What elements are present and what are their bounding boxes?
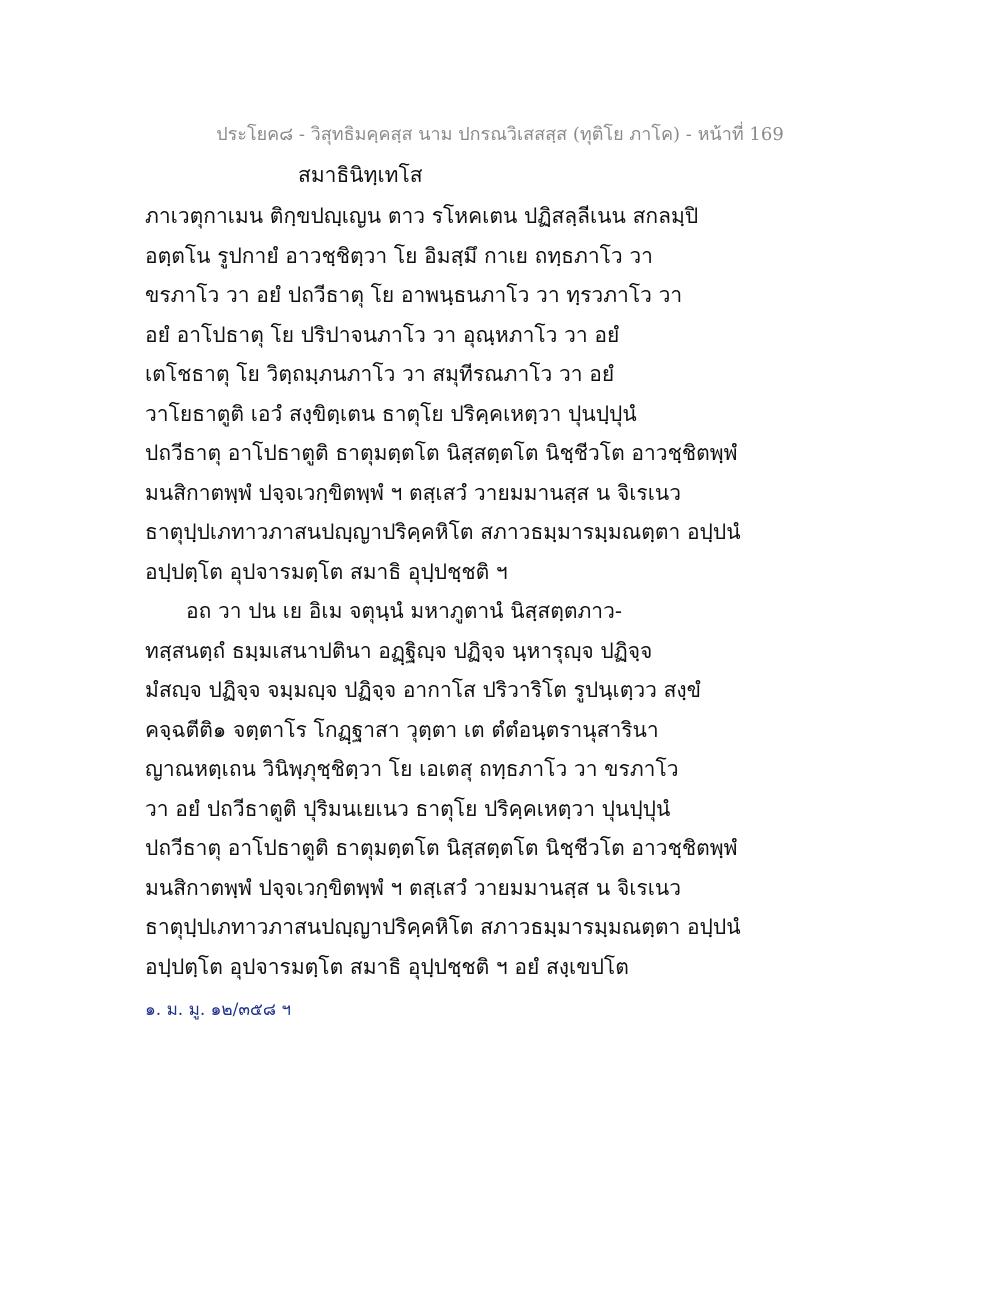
- text-line: คจฺฉตีติ๑ จตฺตาโร โกฏฺฐาสา วุตฺตา เต ตํตํอนฺตรานุสารินา: [145, 717, 659, 742]
- text-line: อตฺตโน รูปกายํ อาวชฺชิตฺวา โย อิมสฺมึ กาเย ถทฺธภาโว วา: [145, 243, 653, 268]
- text-line: ปถวีธาตุ อาโปธาตูติ ธาตุมตฺตโต นิสฺสตฺตโต นิชฺชีวโต อาวชฺชิตพฺพํ: [145, 441, 738, 465]
- text-line: มนสิกาตพฺพํ ปจฺจเวกฺขิตพฺพํ ฯ ตสฺเสวํ วายมมานสฺส น จิเรเนว: [145, 875, 682, 900]
- text-line: ขรภาโว วา อยํ ปถวีธาตุ โย อาพนฺธนภาโว วา ทฺรวภาโว วา: [145, 283, 683, 307]
- text-line: มนสิกาตพฺพํ ปจฺจเวกฺขิตพฺพํ ฯ ตสฺเสวํ วายมมานสฺส น จิเรเนว: [145, 480, 682, 505]
- text-line: อปฺปตฺโต อุปจารมตฺโต สมาธิ อุปฺปชฺชติ ฯ: [145, 559, 508, 584]
- text-line: วาโยธาตูติ เอวํ สงฺขิตฺเตน ธาตุโย ปริคฺคเหตฺวา ปุนปฺปุนํ: [145, 401, 637, 426]
- text-line: อยํ อาโปธาตุ โย ปริปาจนภาโว วา อุณฺหภาโว วา อยํ: [145, 322, 620, 347]
- paragraph-start-line: อถ วา ปน เย อิเม จตุนฺนํ มหาภูตานํ นิสฺสตฺตภาว-: [186, 599, 622, 623]
- running-header: [0, 119, 1000, 148]
- text-line: ทสฺสนตฺถํ ธมฺมเสนาปตินา อฏฺฐิญฺจ ปฏิจฺจ นฺหารุญฺจ ปฏิจฺจ: [145, 638, 653, 663]
- text-line: มํสญฺจ ปฏิจฺจ จมฺมญฺจ ปฏิจฺจ อากาโส ปริวาริโต รูปนฺเตฺวว สงฺขํ: [145, 678, 702, 702]
- text-line: อปฺปตฺโต อุปจารมตฺโต สมาธิ อุปฺปชฺชติ ฯ อยํ สงฺเขปโต: [145, 954, 629, 979]
- body-text: [145, 197, 741, 987]
- text-line: ธาตุปฺปเภทาวภาสนปญฺญาปริคฺคหิโต สภาวธมฺมารมฺมณตฺตา อปฺปนํ: [145, 915, 741, 939]
- text-line: ภาเวตุกาเมน ติกฺขปญฺเญน ตาว รโหคเตน ปฏิสลฺลีเนน สกลมฺปิ: [145, 204, 699, 228]
- text-line: วา อยํ ปถวีธาตูติ ปุริมนเยเนว ธาตุโย ปริคฺคเหตฺวา ปุนปฺปุนํ: [145, 796, 671, 821]
- section-heading: สมาธินิทฺเทโส: [298, 163, 423, 187]
- text-line: เตโชธาตุ โย วิตฺถมฺภนภาโว วา สมุทีรณภาโว วา อยํ: [145, 362, 615, 386]
- text-line: ปถวีธาตุ อาโปธาตูติ ธาตุมตฺตโต นิสฺสตฺตโต นิชฺชีวโต อาวชฺชิตพฺพํ: [145, 836, 738, 860]
- text-line: ธาตุปฺปเภทาวภาสนปญฺญาปริคฺคหิโต สภาวธมฺมารมฺมณตฺตา อปฺปนํ: [145, 520, 741, 544]
- footnote: ๑. ม. มู. ๑๒/๓๕๘ ฯ: [145, 1000, 291, 1020]
- text-line: ญาณหตฺเถน วินิพฺภุชฺชิตฺวา โย เอเตสุ ถทฺธภาโว วา ขรภาโว: [145, 757, 679, 781]
- running-title: ประโยค๘ - วิสุทธิมคฺคสฺส นาม ปกรณวิเสสสฺส (ทุติโย ภาโค) - หน้าที่ 169: [216, 124, 784, 145]
